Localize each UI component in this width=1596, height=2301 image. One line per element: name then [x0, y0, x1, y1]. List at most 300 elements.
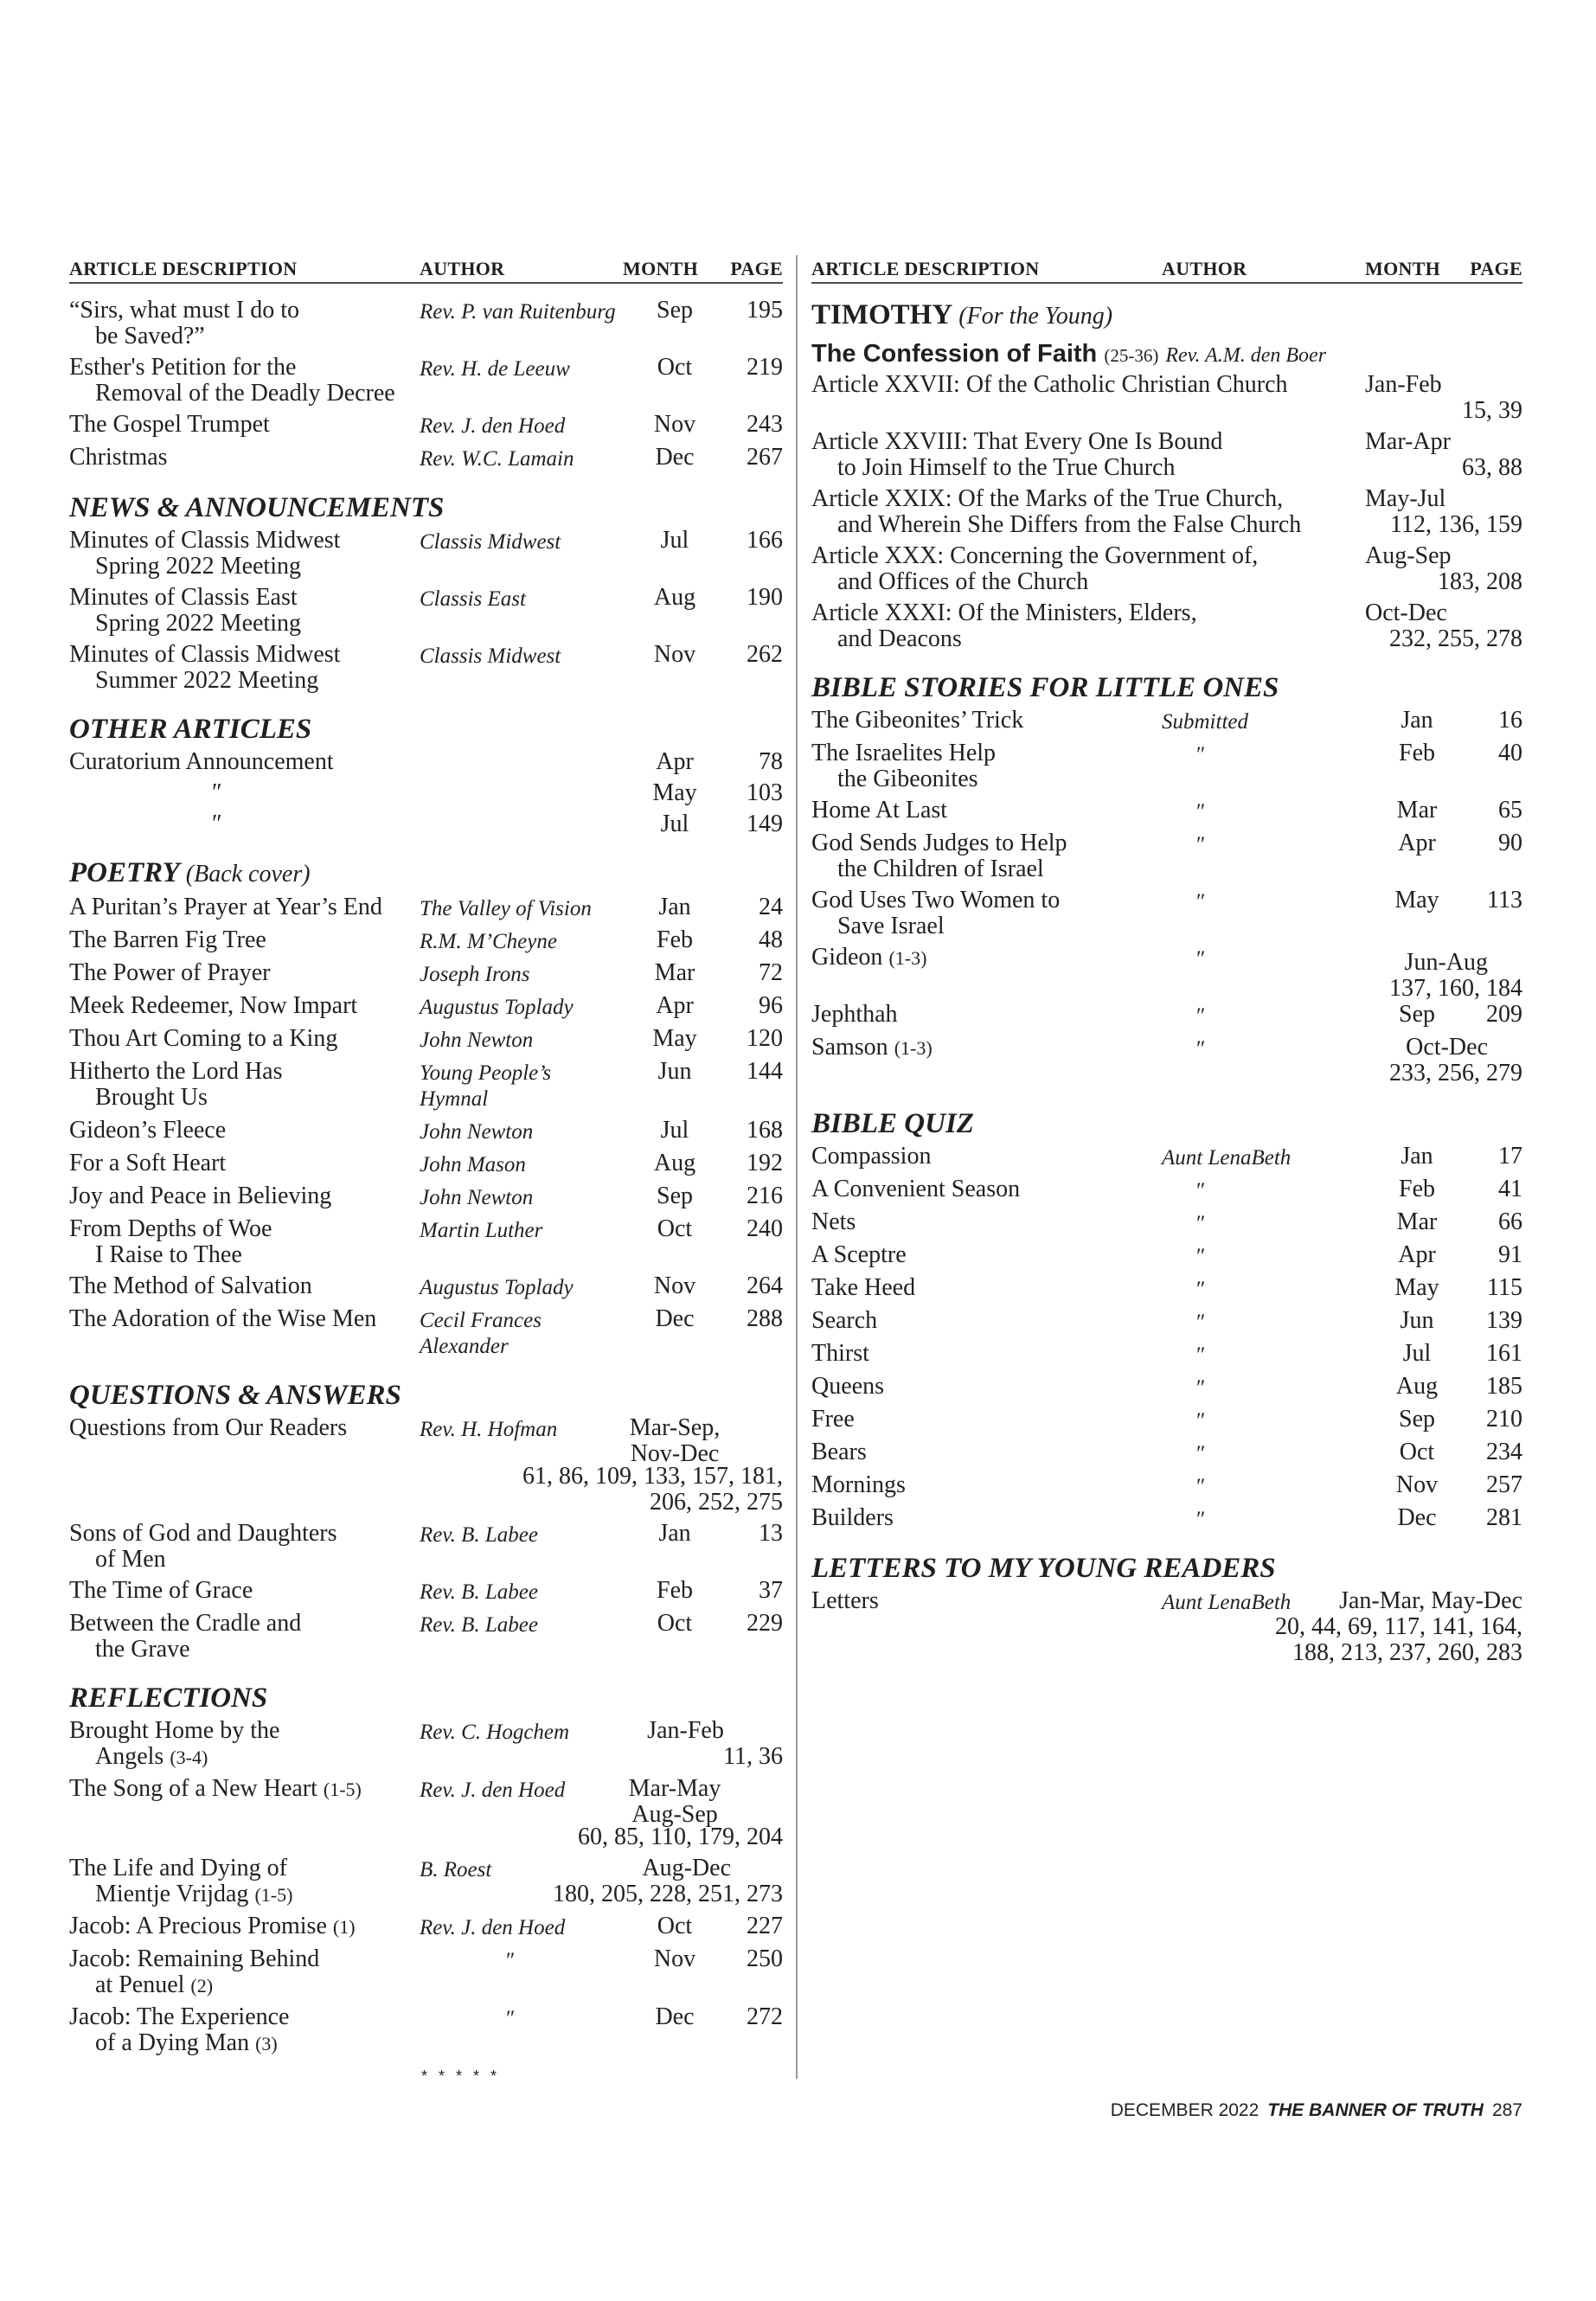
quiz-entry — [811, 1275, 1522, 1303]
entry-title-text: Mornings — [811, 1471, 906, 1498]
entry-note: (3-4) — [170, 1747, 208, 1768]
confession-title: The Confession of Faith — [811, 340, 1098, 368]
section-title-confession — [811, 337, 1522, 372]
entry-pages: 232, 255, 278 — [1389, 625, 1522, 652]
reflection-entry — [69, 1913, 783, 1941]
entry-author: Rev. B. Labee — [420, 1613, 538, 1637]
news-list — [69, 528, 783, 694]
entry-author: Cecil Frances Alexander — [420, 1309, 542, 1358]
other-entry — [69, 780, 783, 806]
qa-list — [69, 1521, 783, 1663]
entry-author: Rev. J. den Hoed — [420, 1916, 566, 1939]
entry-month: Nov — [1395, 1471, 1439, 1498]
timothy-title: TIMOTHY — [811, 299, 952, 330]
entry-month: Dec — [655, 444, 695, 471]
entry-title-text: I Raise to Thee — [95, 1241, 242, 1268]
entry-description — [69, 1183, 420, 1211]
entry-title-text: Joy and Peace in Believing — [69, 1183, 332, 1209]
entry-title-2: to Join Himself to the True Church — [837, 454, 1176, 481]
entry-pages: 180, 205, 228, 251, 273 — [553, 1881, 783, 1907]
news-entry — [69, 642, 783, 694]
entry-note: (1-5) — [323, 1779, 362, 1800]
entry-title-text: The Gibeonites’ Trick — [811, 707, 1024, 734]
entry-description — [811, 429, 1365, 481]
entry-pages: 11, 36 — [723, 1743, 783, 1770]
entry-title — [69, 1776, 420, 1803]
ditto-mark: ″ — [1196, 1212, 1206, 1235]
ditto-mark: ″ — [1196, 1442, 1206, 1465]
entry-description — [811, 1144, 1162, 1171]
entry-author — [1162, 945, 1365, 972]
entry-author: Aunt LenaBeth — [1162, 1146, 1292, 1170]
entry-page: 250 — [747, 1945, 783, 1972]
entry-title — [69, 355, 420, 381]
entry-month: Jan-Feb — [1365, 371, 1442, 398]
entry-title-2: and Deacons — [837, 625, 962, 652]
reflection-entry-3 — [69, 1856, 783, 1908]
entry-month: May — [1394, 887, 1439, 913]
entry-page: 219 — [747, 354, 783, 381]
entry-month: Jul — [1402, 1340, 1432, 1367]
entry-title-text: Jacob: The Experience — [69, 2003, 290, 2030]
entry-months — [623, 1776, 727, 1828]
entry-title-2 — [811, 913, 1162, 939]
entry-month: Mar — [1396, 1208, 1438, 1235]
entry-title — [811, 1439, 1162, 1465]
entry-author — [420, 811, 623, 837]
entry-title — [811, 1144, 1162, 1170]
quiz-entry — [811, 1144, 1522, 1171]
footer-date: DECEMBER 2022 — [1110, 2100, 1259, 2120]
entry-title-text: of a Dying Man — [95, 2029, 250, 2056]
entry-page: 103 — [747, 779, 783, 806]
entry-page: 65 — [1498, 797, 1522, 824]
ditto-mark: ″ — [1196, 1004, 1206, 1028]
entry-month: Sep — [1399, 1406, 1435, 1433]
ditto-mark: ″ — [1196, 1311, 1206, 1334]
entry-pages: 137, 160, 184 — [1389, 975, 1522, 1002]
entry-month: Jan — [1401, 707, 1433, 734]
header-month: MONTH — [1365, 258, 1441, 279]
confession-entry — [811, 600, 1522, 652]
entry-title — [69, 2004, 420, 2030]
entry-description — [811, 1308, 1162, 1336]
entry-page: 72 — [759, 959, 783, 986]
timothy-subtitle: (For the Young) — [958, 303, 1113, 330]
entry-title — [811, 945, 1162, 971]
entry-month: Aug — [653, 1150, 696, 1176]
entry-title-text: Minutes of Classis East — [69, 584, 298, 611]
entry-title-text: Between the Cradle and — [69, 1610, 302, 1637]
entry-author: John Mason — [420, 1153, 526, 1176]
story-entry — [811, 798, 1522, 825]
ditto-mark: ″ — [1196, 1245, 1206, 1268]
entry-author: Rev. W.C. Lamain — [420, 447, 574, 471]
reflection-entry-1 — [69, 1718, 783, 1771]
ditto-mark: ″ — [212, 779, 222, 806]
entry-title-text: Save Israel — [837, 913, 945, 939]
entry-title — [69, 1611, 420, 1637]
reflection-entry-2 — [69, 1775, 783, 1828]
entry-month: Feb — [1399, 1176, 1435, 1202]
entry-page: 37 — [759, 1577, 783, 1604]
entry-month: Jul — [660, 1117, 689, 1144]
entry-description — [69, 412, 420, 439]
entry-title — [69, 993, 420, 1019]
entry-title-text: Meek Redeemer, Now Impart — [69, 992, 358, 1019]
entry-author — [1162, 1002, 1365, 1029]
entry-title — [69, 1118, 420, 1144]
entry-description — [69, 993, 420, 1021]
entry-page: 16 — [1498, 707, 1522, 734]
entry-page: 216 — [747, 1183, 783, 1209]
entry-note: (1-3) — [888, 947, 927, 969]
entry-description — [69, 355, 420, 407]
entry-author — [1162, 1374, 1365, 1401]
ditto-mark: ″ — [1196, 1508, 1206, 1531]
entry-month: Aug-Sep — [1365, 542, 1452, 569]
end-stars: * * * * * — [420, 2067, 501, 2085]
entry-title-text: The Gospel Trumpet — [69, 411, 270, 438]
entry-month: Mar — [654, 959, 695, 986]
entry-page: 243 — [747, 411, 783, 438]
entry-title-text: Thirst — [811, 1340, 869, 1367]
entry-pages-2: 188, 213, 237, 260, 283 — [1292, 1639, 1522, 1666]
entry-title-text: of Men — [95, 1546, 166, 1573]
entry-note: (1-3) — [894, 1037, 933, 1059]
entry-pages — [522, 1464, 783, 1516]
column-header-right — [811, 253, 1522, 284]
entry-author — [1162, 1472, 1365, 1500]
entry-page: 257 — [1486, 1471, 1522, 1498]
entry-title-text: Summer 2022 Meeting — [95, 667, 319, 694]
entry-title-text: Search — [811, 1307, 878, 1334]
entry-description — [69, 1059, 420, 1112]
entry-title-text: Spring 2022 Meeting — [95, 610, 301, 637]
quiz-entry — [811, 1341, 1522, 1368]
top-articles — [69, 298, 783, 472]
entry-description — [69, 749, 420, 775]
entry-author — [420, 1946, 623, 1999]
entry-title — [69, 927, 420, 953]
entry-month: Feb — [657, 1577, 693, 1604]
reflection-entry — [69, 1946, 783, 1999]
entry-author: Rev. B. Labee — [420, 1523, 538, 1547]
entry-page: 240 — [747, 1215, 783, 1242]
entry-description — [69, 642, 420, 694]
entry-author — [1162, 830, 1365, 882]
entry-description — [69, 298, 420, 349]
entry-page: 210 — [1486, 1406, 1522, 1433]
story-entry-gideon — [811, 944, 1522, 1002]
entry-author — [1162, 1407, 1365, 1434]
entry-title-text: Esther's Petition for the — [69, 354, 297, 381]
entry-page: 192 — [747, 1150, 783, 1176]
entry-author — [1162, 1439, 1365, 1467]
qa-entry — [69, 1578, 783, 1606]
entry-title-text: The Israelites Help — [811, 740, 997, 766]
entry-pages: 183, 208 — [1438, 568, 1522, 595]
ditto-mark: ″ — [1196, 1475, 1206, 1498]
entry-month: Jan — [658, 894, 691, 920]
quiz-entry — [811, 1308, 1522, 1336]
entry-author: Augustus Toplady — [420, 996, 574, 1019]
entry-page: 229 — [747, 1610, 783, 1637]
qa-entry — [69, 1521, 783, 1573]
quiz-entry — [811, 1407, 1522, 1434]
entry-title-2 — [69, 1637, 420, 1663]
reflection-pages-2 — [69, 1824, 783, 1850]
entry-page: 281 — [1486, 1504, 1522, 1531]
stories-list — [811, 708, 1522, 939]
entry-description — [69, 1150, 420, 1178]
poem-entry — [69, 1026, 783, 1054]
entry-title: Article XXX: Concerning the Government of, — [811, 542, 1259, 569]
entry-title — [69, 1183, 420, 1209]
entry-month-pages — [1275, 1588, 1522, 1666]
ditto-mark: ″ — [506, 1949, 516, 1972]
entry-month-1: Mar-May — [628, 1775, 721, 1802]
entry-page: 24 — [759, 894, 783, 920]
section-title-stories: BIBLE STORIES FOR LITTLE ONES — [811, 672, 1279, 703]
entry-title-text: Christmas — [69, 444, 168, 471]
entry-author: John Newton — [420, 1120, 534, 1144]
entry-title-text: Samson — [811, 1034, 888, 1061]
entry-description: Jephthah — [811, 1001, 898, 1028]
entry-page: 17 — [1498, 1143, 1522, 1170]
entry-description — [69, 2004, 420, 2057]
entry-description — [69, 780, 420, 806]
entry-month: Nov — [653, 1945, 696, 1972]
entry-title — [69, 585, 420, 611]
article-entry — [69, 298, 783, 349]
entry-description — [69, 1026, 420, 1054]
entry-author: Augustus Toplady — [420, 1276, 574, 1299]
entry-title-text: The Method of Salvation — [69, 1272, 312, 1299]
entry-title-text: Curatorium Announcement — [69, 748, 334, 775]
entry-title — [69, 412, 420, 438]
entry-page: 272 — [747, 2003, 783, 2030]
confession-list — [811, 372, 1522, 652]
section-title-news: NEWS & ANNOUNCEMENTS — [69, 492, 445, 523]
entry-description — [811, 372, 1365, 424]
entry-description — [69, 585, 420, 637]
entry-title-2 — [69, 2030, 420, 2057]
section-title-quiz: BIBLE QUIZ — [811, 1108, 974, 1139]
entry-month: Jan-Mar, May-Dec — [1339, 1587, 1522, 1614]
news-entry — [69, 528, 783, 580]
story-entry — [811, 888, 1522, 939]
qa-pages-readers — [69, 1464, 783, 1516]
entry-title — [69, 894, 420, 920]
quiz-entry — [811, 1176, 1522, 1204]
entry-title — [811, 1242, 1162, 1268]
entry-title — [811, 1341, 1162, 1367]
entry-note: (1) — [332, 1916, 356, 1938]
entry-author: Young People’s Hymnal — [420, 1061, 552, 1111]
poetry-list — [69, 894, 783, 1360]
entry-title-text: For a Soft Heart — [69, 1150, 227, 1176]
page-footer — [1111, 2100, 1522, 2121]
poem-entry — [69, 1183, 783, 1211]
entry-month: Oct — [657, 354, 693, 381]
entry-author: B. Roest — [420, 1858, 492, 1881]
entry-description — [811, 1209, 1162, 1237]
confession-entry — [811, 486, 1522, 538]
entry-description — [69, 1776, 420, 1804]
entry-description — [69, 1578, 420, 1606]
entry-title-2 — [69, 554, 420, 580]
entry-title: Article XXIX: Of the Marks of the True Church, — [811, 485, 1284, 512]
entry-month: Nov — [653, 641, 696, 668]
entry-title: Article XXVIII: That Every One Is Bound — [811, 428, 1223, 455]
poem-entry — [69, 1118, 783, 1145]
entry-month-pages — [1365, 429, 1522, 481]
entry-title — [811, 708, 1162, 734]
header-author: AUTHOR — [420, 258, 505, 279]
entry-month: May — [1394, 1274, 1439, 1301]
entry-page: 185 — [1486, 1373, 1522, 1400]
entry-page: 227 — [747, 1913, 783, 1939]
confession-entry — [811, 429, 1522, 481]
entry-month: May-Jul — [1365, 485, 1446, 512]
entry-title-text: God Uses Two Women to — [811, 887, 1061, 913]
poem-entry — [69, 1273, 783, 1301]
entry-page: 78 — [759, 748, 783, 775]
entry-page: 161 — [1486, 1340, 1522, 1367]
entry-title-text: Builders — [811, 1504, 894, 1531]
entry-title-text: Bears — [811, 1439, 867, 1465]
entry-title — [69, 1306, 420, 1332]
ditto-mark: ″ — [1196, 890, 1206, 913]
entry-page: 264 — [747, 1272, 783, 1299]
ditto-mark: ″ — [1196, 1278, 1206, 1301]
entry-title-text: the Grave — [95, 1636, 190, 1663]
entry-author: Rev. J. den Hoed — [420, 414, 566, 438]
entry-description: Letters — [811, 1587, 879, 1614]
entry-description — [69, 1718, 420, 1771]
ditto-mark: ″ — [506, 2007, 516, 2030]
quiz-entry — [811, 1209, 1522, 1237]
ditto-mark: ″ — [1196, 743, 1206, 766]
entry-title-text: Angels — [95, 1743, 164, 1770]
entry-author: The Valley of Vision — [420, 897, 592, 920]
entry-description — [69, 528, 420, 580]
entry-page: 120 — [747, 1025, 783, 1052]
entry-title — [811, 888, 1162, 913]
poetry-title: POETRY — [69, 857, 179, 888]
entry-page: 195 — [747, 297, 783, 324]
entry-month-pages — [1389, 1035, 1522, 1086]
entry-author — [1162, 1242, 1365, 1270]
entry-month: Dec — [655, 1305, 695, 1332]
entry-title — [69, 298, 420, 324]
entry-title-text: The Time of Grace — [69, 1577, 253, 1604]
entry-month: Nov — [653, 1272, 696, 1299]
entry-description — [69, 445, 420, 472]
entry-note: (3) — [255, 2033, 278, 2054]
entry-description — [811, 740, 1162, 792]
entry-title — [69, 1216, 420, 1242]
entry-title: Article XXVII: Of the Catholic Christian Church — [811, 371, 1288, 398]
entry-page: 149 — [747, 811, 783, 837]
entry-description — [69, 1521, 420, 1573]
entry-page: 40 — [1498, 740, 1522, 766]
entry-month-pages — [1365, 543, 1522, 595]
entry-description — [69, 894, 420, 922]
entry-page: 168 — [747, 1117, 783, 1144]
entry-title-text: Mientje Vrijdag — [95, 1881, 249, 1907]
entry-month: Jul — [660, 811, 689, 837]
section-title-letters: LETTERS TO MY YOUNG READERS — [811, 1553, 1276, 1584]
entry-month-pages — [1389, 950, 1522, 1002]
poetry-subtitle: (Back cover) — [185, 861, 311, 888]
reflection-entry — [69, 2004, 783, 2057]
entry-title-text: Jacob: A Precious Promise — [69, 1913, 327, 1939]
entry-title — [69, 1913, 420, 1940]
entry-month: Sep — [657, 297, 693, 324]
entry-title-2 — [69, 1085, 420, 1111]
entry-month: Nov — [653, 411, 696, 438]
footer-page-number: 287 — [1491, 2100, 1522, 2120]
entry-pages-1: 61, 86, 109, 133, 157, 181, — [522, 1463, 783, 1490]
entry-author: Rev. H. Hofman — [420, 1418, 558, 1441]
entry-author — [1162, 888, 1365, 939]
entry-title — [811, 830, 1162, 856]
entry-page: 113 — [1487, 887, 1522, 913]
entry-title-text: From Depths of Woe — [69, 1215, 272, 1242]
entry-title — [811, 1407, 1162, 1433]
ditto-mark: ″ — [1196, 947, 1206, 971]
entry-title: Brought Home by the — [69, 1717, 280, 1744]
entry-description — [811, 945, 1162, 972]
entry-author: Aunt LenaBeth — [1162, 1591, 1292, 1614]
entry-pages: 60, 85, 110, 179, 204 — [578, 1823, 783, 1850]
entry-title-text: Thou Art Coming to a King — [69, 1025, 338, 1052]
entry-title-text: The Barren Fig Tree — [69, 926, 266, 953]
entry-pages: 63, 88 — [1462, 454, 1522, 481]
entry-title-text: be Saved?” — [95, 323, 205, 349]
entry-author — [1162, 1341, 1365, 1368]
entry-month: Apr — [656, 748, 694, 775]
entry-description — [811, 798, 1162, 825]
entry-description — [811, 600, 1365, 652]
header-description: ARTICLE DESCRIPTION — [69, 258, 298, 279]
entry-author: Classis Midwest — [420, 644, 561, 668]
entry-author — [420, 780, 623, 806]
entry-title-text: Compassion — [811, 1143, 932, 1170]
entry-month-2: Aug-Sep — [631, 1801, 718, 1828]
entry-title — [69, 1059, 420, 1085]
entry-description — [69, 1273, 420, 1301]
entry-author: Submitted — [1162, 710, 1248, 734]
entry-month: Aug — [1395, 1373, 1439, 1400]
other-list — [69, 749, 783, 837]
entry-page: 115 — [1487, 1274, 1522, 1301]
entry-title — [811, 1308, 1162, 1334]
quiz-entry — [811, 1242, 1522, 1270]
entry-title-text: Hitherto the Lord Has — [69, 1058, 283, 1085]
entry-description — [811, 543, 1365, 595]
entry-month: Oct-Dec — [1365, 599, 1447, 626]
entry-month: Jun — [1400, 1307, 1434, 1334]
qa-entry — [69, 1611, 783, 1663]
quiz-entry — [811, 1374, 1522, 1401]
entry-month: Aug-Dec — [642, 1855, 731, 1881]
entry-title — [69, 1578, 420, 1604]
entry-title-2 — [69, 1972, 420, 1999]
entry-month: Feb — [657, 926, 693, 953]
